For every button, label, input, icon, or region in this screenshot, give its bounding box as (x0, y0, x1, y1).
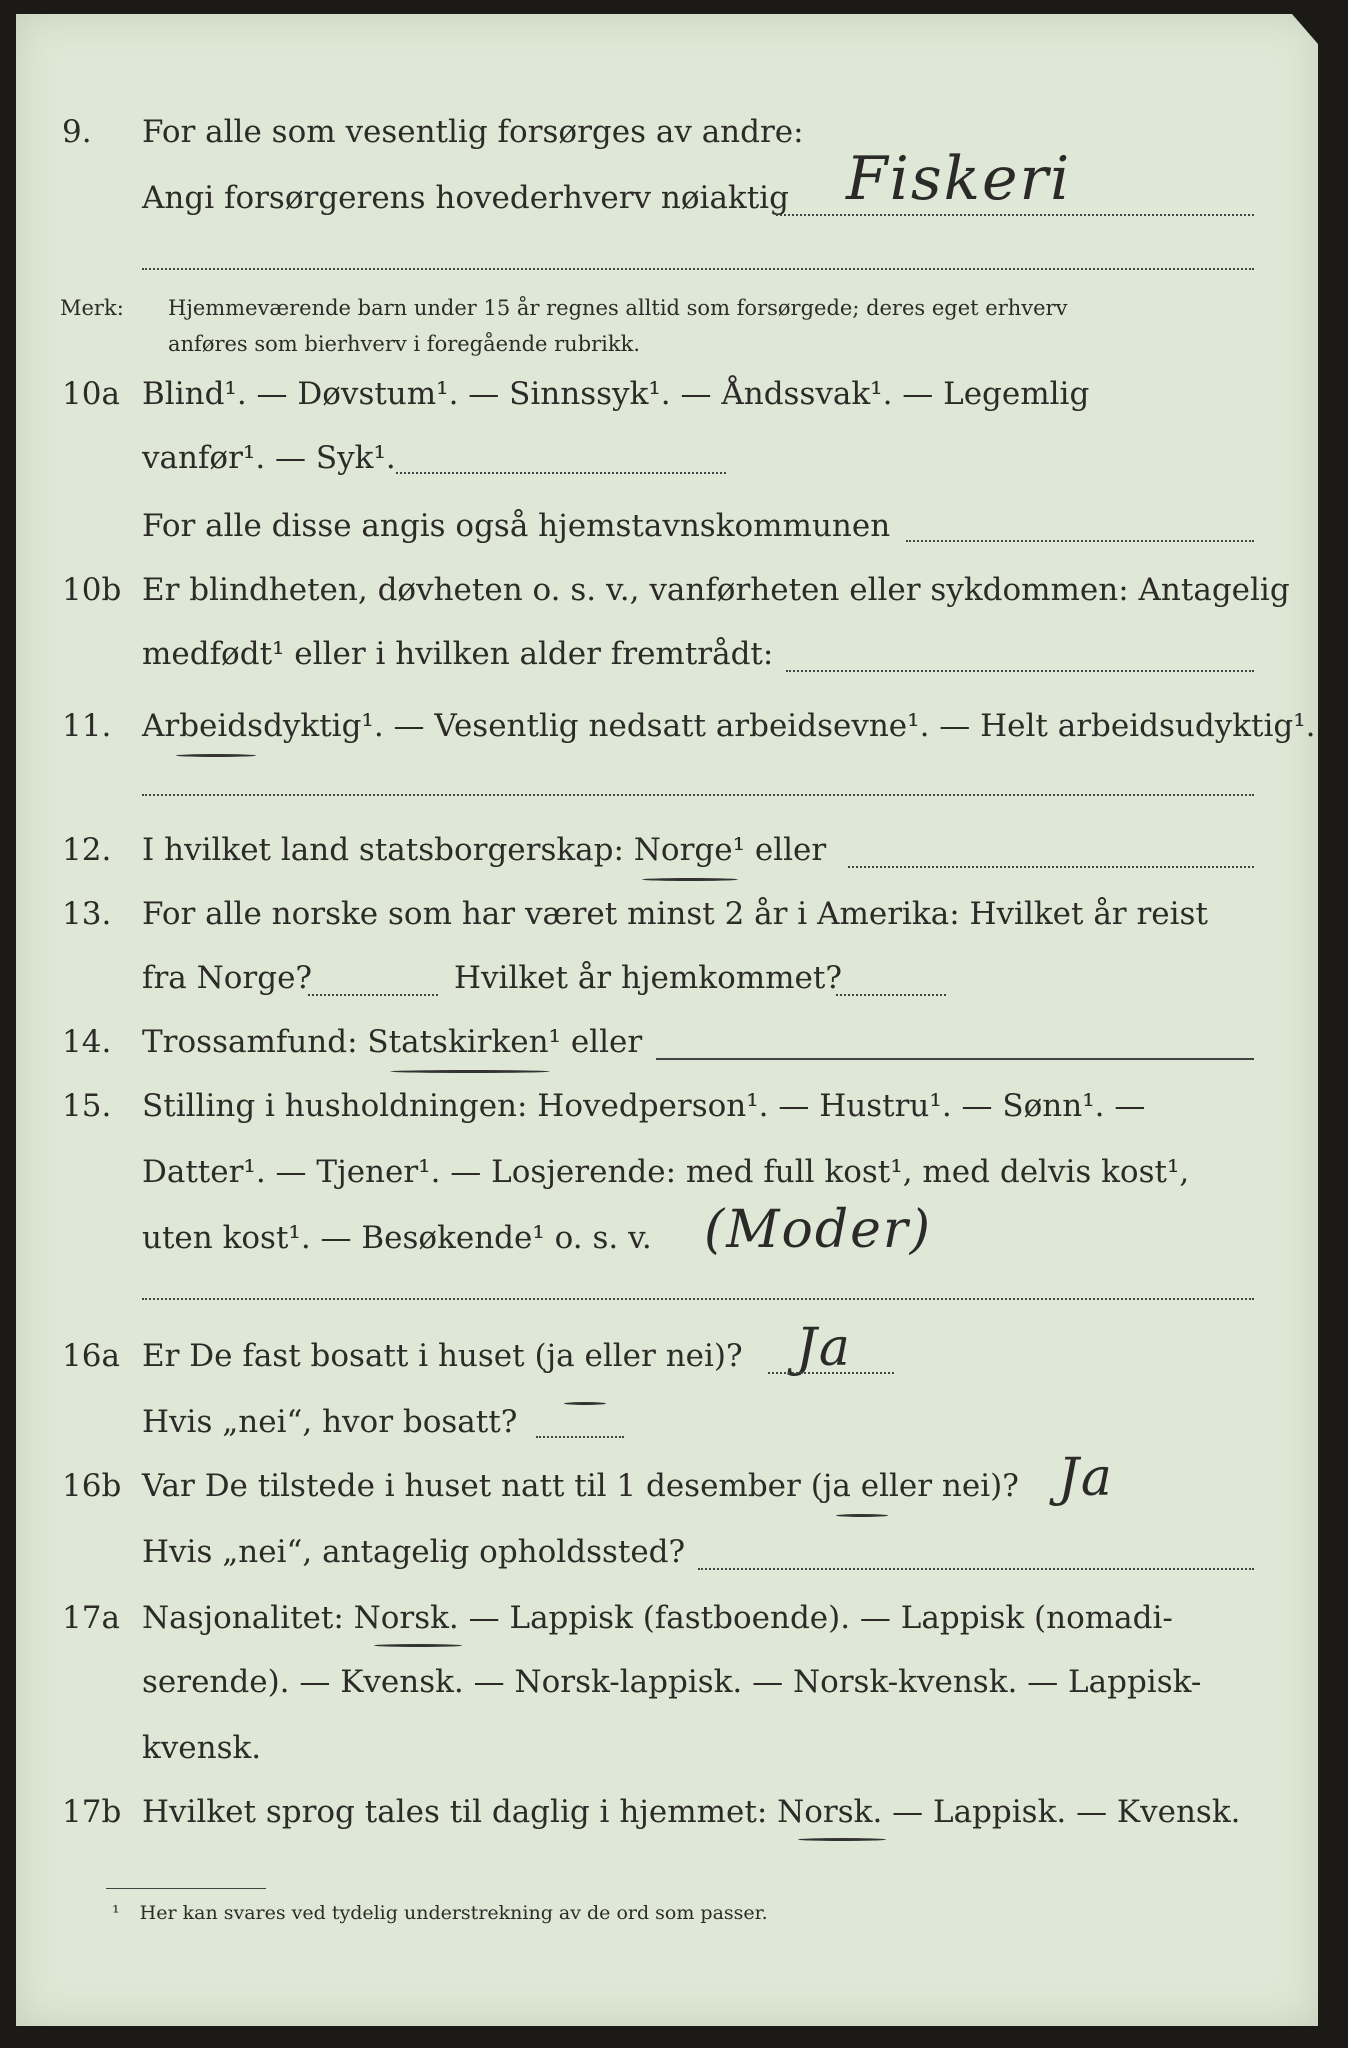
q17b-text-1: Hvilket sprog tales til daglig i hjemmet: Norsk. — Lappisk. — Kvensk. (142, 1794, 1241, 1830)
q9-text-1: For alle som vesentlig forsørges av andre: (142, 114, 804, 150)
q9-number: 9. (62, 114, 92, 150)
q16b-number: 16b (62, 1468, 122, 1504)
q12-text-1: I hvilket land statsborgerskap: Norge¹ eller (142, 832, 827, 868)
q17a-text-2: serende). — Kvensk. — Norsk-lappisk. — Norsk-kvensk. — Lappisk- (142, 1664, 1202, 1700)
q16a-bosatt-line (536, 1436, 624, 1438)
q16a-number: 16a (62, 1338, 120, 1374)
q10b-answer-line (786, 670, 1254, 672)
q12-answer-line (848, 866, 1254, 868)
q13-text-1: For alle norske som har været minst 2 år i Amerika: Hvilket år reist (142, 896, 1208, 932)
q11-underline-mark (176, 754, 256, 757)
q16b-text-2: Hvis „nei“, antagelig opholdssted? (142, 1534, 686, 1570)
q9-answer-handwritten: Fiskeri (846, 144, 1072, 214)
q13-text-2b: Hvilket år hjemkommet? (454, 960, 842, 996)
q10a-number: 10a (62, 376, 120, 412)
footnote (112, 1902, 768, 1924)
footnote-rule (106, 1888, 266, 1889)
q16b-text-1: Var De tilstede i huset natt til 1 desember (ja eller nei)? (142, 1468, 1019, 1504)
q13-reist-line (308, 994, 438, 996)
q17a-text-3: kvensk. (142, 1730, 262, 1766)
q14-underline-mark (390, 1070, 550, 1073)
q9-text-2: Angi forsørgerens hovederhverv nøiaktig (142, 180, 789, 216)
q15-text-2: Datter¹. — Tjener¹. — Losjerende: med full kost¹, med delvis kost¹, (142, 1154, 1190, 1190)
q13-hjemkommet-line (836, 994, 946, 996)
q17a-underline-mark (374, 1644, 462, 1647)
q16b-underline-mark (836, 1514, 888, 1517)
q9-answer-line (776, 214, 1254, 216)
merk-text-1: Hjemmeværende barn under 15 år regnes alltid som forsørgede; deres eget erhverv (168, 296, 1068, 320)
q15-number: 15. (62, 1088, 112, 1124)
q15-extra-line (142, 1298, 1254, 1300)
q11-number: 11. (62, 708, 112, 744)
q14-text-1: Trossamfund: Statskirken¹ eller (142, 1024, 643, 1060)
footnote-mark: ¹ (112, 1902, 120, 1924)
q16a-text-1: Er De fast bosatt i huset (ja eller nei)? (142, 1338, 743, 1374)
q17a-number: 17a (62, 1600, 120, 1636)
q13-number: 13. (62, 896, 112, 932)
q17b-underline-mark (798, 1838, 886, 1841)
q12-number: 12. (62, 832, 112, 868)
q11-text-1: Arbeidsdyktig¹. — Vesentlig nedsatt arbeidsevne¹. — Helt arbeidsudyktig¹. (142, 708, 1316, 744)
q17b-number: 17b (62, 1794, 122, 1830)
q9-extra-line (142, 268, 1254, 270)
q14-number: 14. (62, 1024, 112, 1060)
merk-label: Merk: (60, 296, 124, 320)
q10b-number: 10b (62, 572, 122, 608)
q15-text-1: Stilling i husholdningen: Hovedperson¹. — Hustru¹. — Sønn¹. — (142, 1088, 1146, 1124)
q15-answer-handwritten: (Moder) (704, 1200, 933, 1260)
q13-text-2a: fra Norge? (142, 960, 313, 996)
q10b-text-1: Er blindheten, døvheten o. s. v., vanførheten eller sykdommen: Antagelig (142, 572, 1290, 608)
q16b-answer-handwritten: Ja (1058, 1448, 1114, 1508)
footnote-text: Her kan svares ved tydelig understrekning av de ord som passer. (139, 1902, 768, 1924)
q10b-text-2: medfødt¹ eller i hvilken alder fremtrådt: (142, 636, 774, 672)
q11-extra-line (142, 794, 1254, 796)
q16b-sted-line (698, 1568, 1254, 1570)
q10a-text-3: For alle disse angis også hjemstavnskommunen (142, 508, 891, 544)
q16a-answer-handwritten: Ja (796, 1318, 852, 1378)
q14-answer-line (656, 1058, 1254, 1060)
census-form-page (16, 14, 1318, 2026)
torn-corner (1292, 14, 1318, 44)
q10a-kommune-line (906, 540, 1254, 542)
q10a-syk-line (396, 472, 726, 474)
q16a-text-2: Hvis „nei“, hvor bosatt? (142, 1404, 518, 1440)
q17a-text-1: Nasjonalitet: Norsk. — Lappisk (fastboende). — Lappisk (nomadi- (142, 1600, 1173, 1636)
q16a-answer-line (768, 1372, 894, 1374)
q10a-text-1: Blind¹. — Døvstum¹. — Sinnssyk¹. — Åndssvak¹. — Legemlig (142, 376, 1090, 412)
q16a-underline-mark (564, 1402, 606, 1405)
q10a-text-2: vanfør¹. — Syk¹. (142, 440, 396, 476)
q12-underline-mark (642, 878, 738, 881)
q15-text-3: uten kost¹. — Besøkende¹ o. s. v. (142, 1220, 652, 1256)
merk-text-2: anføres som bierhverv i foregående rubrikk. (168, 332, 641, 356)
